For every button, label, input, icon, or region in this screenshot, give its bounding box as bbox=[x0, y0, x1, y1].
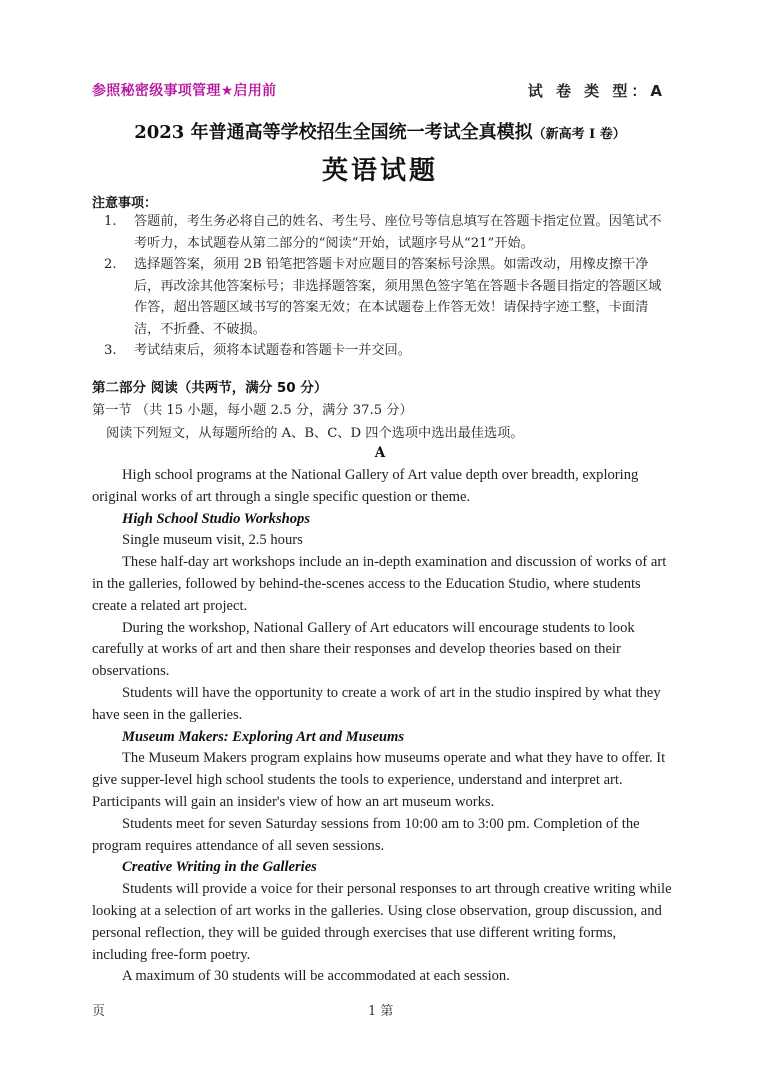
part-two-title: 第二部分 阅读（共两节，满分 50 分） bbox=[92, 380, 328, 396]
notes-item-number: 1. bbox=[104, 214, 117, 229]
program-heading: Creative Writing in the Galleries bbox=[122, 859, 317, 876]
header-line bbox=[92, 80, 666, 102]
notes-item-number: 2. bbox=[104, 257, 117, 272]
passage-paragraph: The Museum Makers program explains how museums operate and what they have to offer. It give supper-level high school students the tools to experience, understand and interpret art. Participants will gain an insider's view of how an art museum works. bbox=[92, 750, 666, 810]
notes-item bbox=[104, 254, 670, 340]
secret-label: 参照秘密级事项管理★启用前 bbox=[92, 83, 277, 99]
passage-paragraph: Students will provide a voice for their personal responses to art through creative writing while looking at a selection of art works in the galleries. Using close observation, group discussion, and personal reflection, they will be guided through exercises that use different writing forms, including free-form poetry. bbox=[92, 881, 672, 963]
notes-list bbox=[104, 211, 670, 362]
passage-paragraph: These half-day art workshops include an in-depth examination and discussion of works of art in the galleries, followed by behind-the-scenes access to the Education Studio, where students create a related art project. bbox=[92, 554, 667, 614]
passage-label: A bbox=[374, 445, 386, 461]
passage-a bbox=[92, 465, 672, 988]
notes-item-number: 3. bbox=[104, 343, 117, 358]
passage-paragraph: Single museum visit, 2.5 hours bbox=[122, 532, 303, 549]
program-heading: High School Studio Workshops bbox=[122, 510, 311, 527]
exam-title-main: 2023 年普通高等学校招生全国统一考试全真模拟 bbox=[134, 122, 533, 143]
passage-paragraph: A maximum of 30 students will be accommodated at each session. bbox=[122, 968, 510, 985]
section-one-title: 第一节 （共 15 小题，每小题 2.5 分，满分 37.5 分） bbox=[92, 403, 413, 418]
footer-page-number: 1 第 bbox=[368, 1004, 394, 1019]
subject-title: 英语试题 bbox=[321, 156, 438, 186]
passage-paragraph: Students meet for seven Saturday sessions from 10:00 am to 3:00 pm. Completion of the program requires attendance of all seven sessions. bbox=[92, 815, 640, 854]
notes-heading: 注意事项： bbox=[92, 196, 158, 211]
notes-item bbox=[104, 340, 670, 362]
notes-item-text: 选择题答案，须用 2B 铅笔把答题卡对应题目的答案标号涂黑。如需改动，用橡皮擦干净后，再改涂其他答案标号；非选择题答案，须用黑色签字笔在答题卡各题目指定的答题区域作答，超出答题区域书写的答案无效；在本试题卷上作答无效！请保持字迹工整，卡面清洁，不折叠、不破损。 bbox=[134, 257, 662, 337]
exam-title-sub: （新高考 I 卷） bbox=[532, 127, 626, 142]
exam-title bbox=[0, 118, 760, 144]
passage-paragraph: High school programs at the National Gallery of Art value depth over breadth, exploring original works of art through a single specific question or theme. bbox=[92, 467, 639, 505]
footer-page-label: 页 bbox=[92, 1004, 106, 1019]
passage-paragraph: Students will have the opportunity to create a work of art in the studio inspired by what they have seen in the galleries. bbox=[92, 684, 661, 723]
notes-item-text: 答题前，考生务必将自己的姓名、考生号、座位号等信息填写在答题卡指定位置。因笔试不考听力，本试题卷从第二部分的“阅读”开始，试题序号从“21”开始。 bbox=[134, 214, 662, 251]
notes-item bbox=[104, 211, 670, 254]
reading-instruction: 阅读下列短文，从每题所给的 A、B、C、D 四个选项中选出最佳选项。 bbox=[106, 426, 524, 441]
program-heading: Museum Makers: Exploring Art and Museums bbox=[122, 728, 405, 745]
paper-type: 试 卷 类 型：A bbox=[527, 82, 666, 100]
notes-item-text: 考试结束后，须将本试题卷和答题卡一并交回。 bbox=[134, 343, 411, 358]
passage-paragraph: During the workshop, National Gallery of Art educators will encourage students to look carefully at works of art and then share their responses and develop theories based on their observations. bbox=[92, 619, 635, 680]
